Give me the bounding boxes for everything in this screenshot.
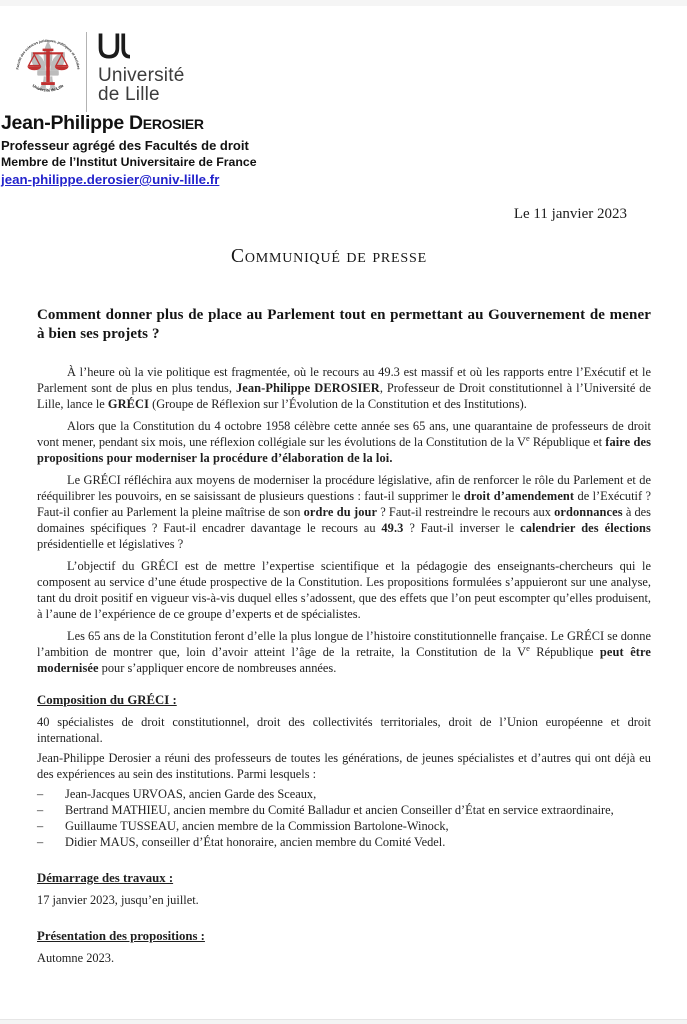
universite-lille-logo-icon [98, 33, 130, 61]
section-title-presentation: Présentation des propositions : [37, 929, 205, 943]
wordmark-line-2: de Lille [98, 84, 160, 105]
member-list-item [37, 818, 651, 834]
author-last-name: Derosier [129, 112, 204, 134]
author-block [1, 111, 257, 189]
headline: Comment donner plus de place au Parlement tout en permettant au Gouvernement de mener à bien ses projets ? [37, 307, 651, 342]
body-paragraph: À l’heure où la vie politique est fragmentée, où le recours au 49.3 est massif et où les rapports entre l’Exécutif et le Parlement sont de plus en plus tendus, Jean-Philippe DEROSIER, Professeur de Droit constitutionnel à l’Université de Lille, lance le GRÉCI (Groupe de Réflexion sur l’Évolution de la Constitution et des Institutions). [37, 365, 651, 411]
author-email-link[interactable]: jean-philippe.derosier@univ-lille.fr [1, 172, 220, 187]
list-dash-marker: – [37, 835, 44, 849]
list-dash-marker: – [37, 787, 44, 801]
member-text: Bertrand MATHIEU, ancien membre du Comité Balladur et ancien Conseiller d’État en service extraordinaire, [65, 803, 614, 817]
member-list-item [37, 834, 651, 850]
author-role-1: Professeur agrégé des Facultés de droit [1, 138, 249, 153]
crest-top-text: Faculté des sciences juridiques, politiques et sociales [15, 38, 81, 70]
wordmark-line-1: Université [98, 65, 185, 86]
press-body [37, 306, 651, 970]
page-top-edge [0, 0, 687, 6]
universite-lille-wordmark [98, 33, 184, 104]
member-list-item [37, 802, 651, 818]
member-text: Jean-Jacques URVOAS, ancien Garde des Sceaux, [65, 787, 317, 801]
demarrage-text: 17 janvier 2023, jusqu’en juillet. [37, 893, 199, 907]
section-title-composition: Composition du GRÉCI : [37, 693, 177, 707]
body-paragraph: Le GRÉCI réfléchira aux moyens de moderniser la procédure législative, afin de renforcer le rôle du Parlement et de rééquilibrer les pouvoirs, en se saisissant de plusieurs questions : faut-il supprimer le droit d’amendement de l’Exécutif ? Faut-il confier au Parlement la pleine maîtrise de son ordre du jour ? Faut-il restreindre le recours aux ordonnances à des domaines spécifiques ? Faut-il encadrer davantage le recours au 49.3 ? Faut-il inverser le calendrier des élections présidentielle et législatives ? [37, 473, 652, 551]
author-first-name: Jean-Philippe [1, 112, 124, 134]
letterhead-divider [86, 32, 87, 112]
author-role-2: Membre de l’Institut Universitaire de France [1, 155, 257, 169]
page-bottom-edge [0, 1019, 687, 1024]
composition-intro-2: Jean-Philippe Derosier a réuni des professeurs de toutes les générations, de jeunes spécialistes et d’autres qui ont déjà eu des expériences au sein des institutions. Parmi lesquels : [37, 751, 651, 781]
list-dash-marker: – [37, 803, 44, 817]
member-list-item [37, 786, 651, 802]
presentation-text: Automne 2023. [37, 951, 115, 965]
member-text: Didier MAUS, conseiller d’État honoraire, ancien membre du Comité Vedel. [65, 835, 446, 849]
section-title-demarrage: Démarrage des travaux : [37, 871, 174, 885]
body-paragraph: Les 65 ans de la Constitution feront d’elle la plus longue de l’histoire constitutionnelle française. Le GRÉCI se donne l’ambition de montrer que, loin d’avoir atteint l’âge de la retraite, la Constitution de la Ve République peut être modernisée pour s’appliquer encore de nombreuses années. [37, 629, 651, 675]
greci-members-list [37, 786, 651, 850]
scales-of-justice-icon [27, 49, 68, 85]
crest-bottom-text: Université de Lille [31, 82, 65, 93]
author-name [1, 111, 257, 135]
faculty-crest-icon [12, 26, 84, 113]
document-title: Communiqué de presse [231, 246, 427, 267]
list-dash-marker: – [37, 819, 44, 833]
member-text: Guillaume TUSSEAU, ancien membre de la Commission Bartolone-Winock, [65, 819, 449, 833]
body-paragraph: Alors que la Constitution du 4 octobre 1958 célèbre cette année ses 65 ans, une quarantaine de professeurs de droit vont mener, pendant six mois, une réflexion collégiale sur les évolutions de la Constitution de la Ve République et faire des propositions pour moderniser la procédure d’élaboration de la loi. [37, 419, 651, 465]
body-paragraph: L’objectif du GRÉCI est de mettre l’expertise scientifique et la pédagogie des enseignants-chercheurs qui le composent au service d’une étude prospective de la Constitution. Les propositions formulées s’appuieront sur une analyse, tant du droit positif en vigueur vis-à-vis duquel elles s’adossent, que des effets que l’on peut escompter qu’elles produisent, à l’aune de l’expérience de ce groupe d’experts et de spécialistes. [37, 559, 651, 621]
crest-seal-icon [12, 26, 84, 108]
composition-intro-1: 40 spécialistes de droit constitutionnel, droit des collectivités territoriales, droit de l’Union européenne et droit international. [37, 715, 651, 745]
date-line: Le 11 janvier 2023 [513, 206, 627, 222]
press-paragraphs [37, 364, 651, 676]
